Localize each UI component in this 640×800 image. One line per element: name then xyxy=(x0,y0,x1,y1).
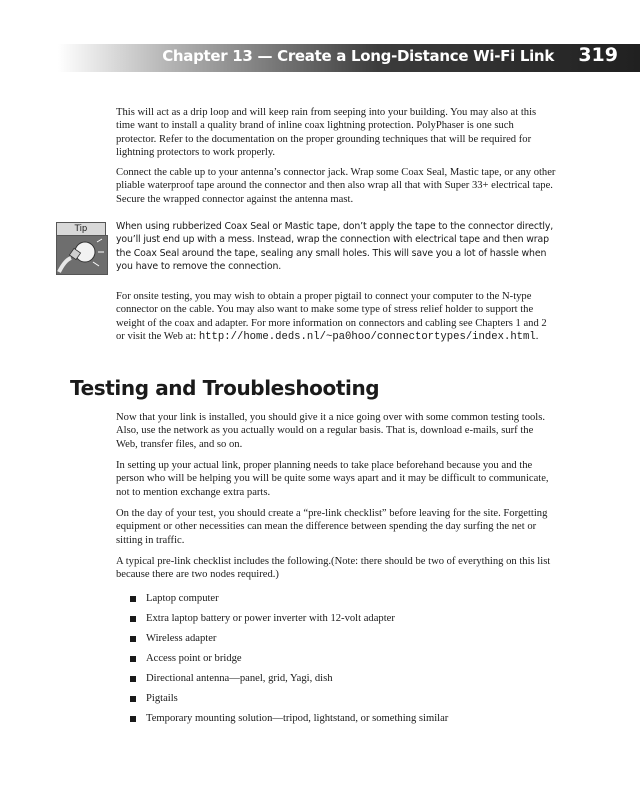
bullet-square-icon xyxy=(130,656,136,662)
list-item: Temporary mounting solution—tripod, lightstand, or something similar xyxy=(128,711,448,731)
paragraph-drip-loop: This will act as a drip loop and will keep rain from seeping into your building. You may also at this time want to install a quality brand of inline coax lightning protection. PolyPhaser is one such protector. Refer to the documentation on the proper grounding techniques that will be required for lightning protectors to work properly. xyxy=(116,107,537,159)
list-item: Extra laptop battery or power inverter with 12-volt adapter xyxy=(128,611,448,631)
chapter-title: Chapter 13 — Create a Long-Distance Wi-Fi Link xyxy=(162,47,554,65)
list-item: Laptop computer xyxy=(128,591,448,611)
page-number: 319 xyxy=(578,44,618,66)
bullet-square-icon xyxy=(130,596,136,602)
bullet-square-icon xyxy=(130,676,136,682)
section-heading: Testing and Troubleshooting xyxy=(70,376,380,400)
paragraph-link-installed: Now that your link is installed, you should give it a nice going over with some common testing tools. Also, use the network as you actually would on a regular basis. That is, download e-mails, surf the Web, transfer files, and so on. xyxy=(116,412,546,450)
list-item: Pigtails xyxy=(128,691,448,711)
bullet-square-icon xyxy=(130,716,136,722)
connector-url-link[interactable]: http://home.deds.nl/~pa0hoo/connectortypes/index.html xyxy=(198,331,536,344)
list-item: Access point or bridge xyxy=(128,651,448,671)
paragraph-prelink-checklist: On the day of your test, you should create a “pre-link checklist” before leaving for the site. Forgetting equipment or other necessities can mean the difference between spending the day surfing the net or sitting in traffic. xyxy=(116,508,548,546)
chapter-header-bar xyxy=(58,44,640,72)
tip-label: Tip xyxy=(56,222,106,236)
paragraph-onsite-suffix: . xyxy=(535,331,539,343)
paragraph-onsite-prefix: For onsite testing, you may wish to obtain a proper pigtail to connect your computer to the N-type connector on the cable. You may also want to make some type of stress relief holder to support the weight of the coax and adapter. For more information on connectors and cabling see Chapters 1 and 2 or visit the Web at: xyxy=(116,291,547,343)
tip-callout xyxy=(56,222,106,272)
paragraph-checklist-intro: A typical pre-link checklist includes the following.(Note: there should be two of everything on this list because there are two nodes required.) xyxy=(116,556,551,581)
paragraph-proper-planning: In setting up your actual link, proper planning needs to take place beforehand because you and the person who will be helping you will be quite some ways apart and it may be difficult to communicate, not to mention exchange extra parts. xyxy=(116,460,549,498)
paragraph-onsite-testing xyxy=(116,290,556,345)
bullet-square-icon xyxy=(130,616,136,622)
lightbulb-icon xyxy=(56,235,108,275)
tip-text: When using rubberized Coax Seal or Mastic tape, don’t apply the tape to the connector directly, you’ll just end up with a mess. Instead, wrap the connection with electrical tape and then wrap the Coax Seal around the tape, sealing any small holes. This will save you a lot of hassle when you have to remove the connection. xyxy=(116,221,554,273)
checklist xyxy=(128,591,448,731)
bullet-square-icon xyxy=(130,636,136,642)
list-item: Directional antenna—panel, grid, Yagi, dish xyxy=(128,671,448,691)
paragraph-connect-cable: Connect the cable up to your antenna’s connector jack. Wrap some Coax Seal, Mastic tape, or any other pliable waterproof tape around the connector and then also wrap all that with Super 33+ electrical tape. Secure the wrapped connector against the antenna mast. xyxy=(116,167,556,205)
bullet-square-icon xyxy=(130,696,136,702)
list-item: Wireless adapter xyxy=(128,631,448,651)
